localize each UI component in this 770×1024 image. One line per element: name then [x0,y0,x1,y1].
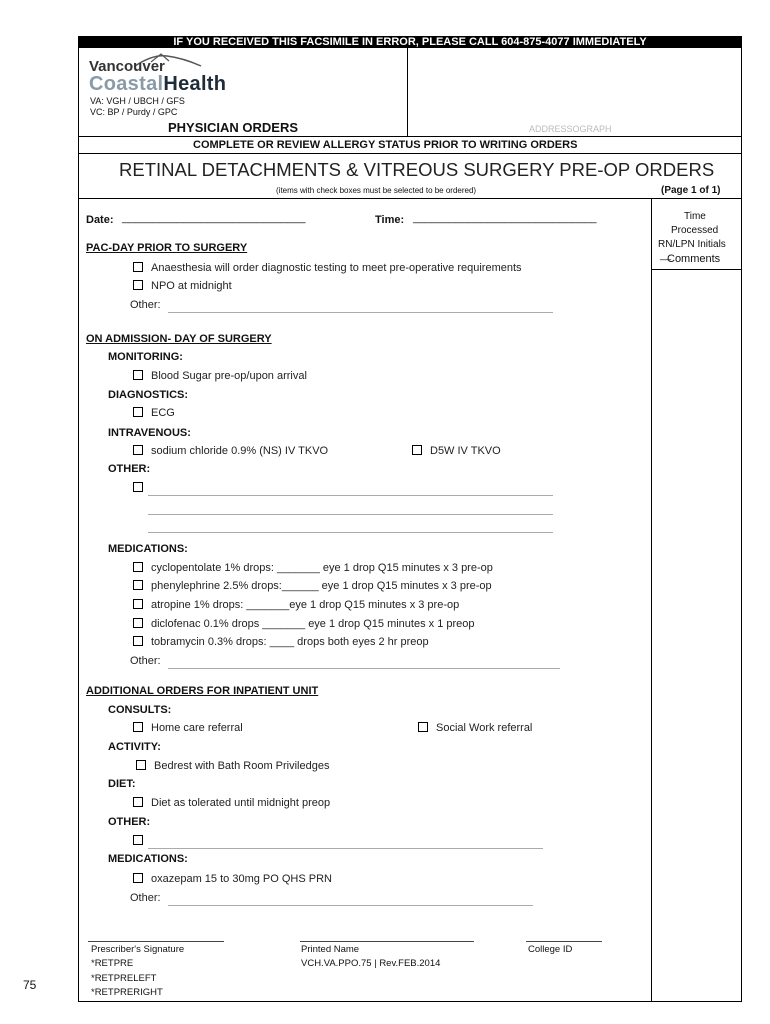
sites-va: VA: VGH / UBCH / GFS [90,96,185,106]
checkbox[interactable] [133,873,143,883]
checkbox[interactable] [133,407,143,417]
med-blank[interactable]: _______ [246,599,290,611]
inpatient-other-heading: OTHER: [108,816,151,828]
checkbox[interactable] [412,445,422,455]
sites-vc: VC: BP / Purdy / GPC [90,107,178,117]
fax-warning-banner: IF YOU RECEIVED THIS FACSIMILE IN ERROR, PLEASE CALL 604-875-4077 IMMEDIATELY [78,36,742,48]
med-rest: eye 1 drop Q15 minutes x 1 preop [308,618,475,630]
page-number: 75 [23,978,37,992]
med-item[interactable] [133,562,493,574]
monitoring-item[interactable] [133,370,307,382]
pac-item-anaesthesia[interactable] [133,262,522,274]
monitoring-label: Blood Sugar pre-op/upon arrival [151,370,307,382]
medications-heading: MEDICATIONS: [108,543,188,555]
logo-coastal: Coastal [89,73,164,95]
signature-label: Prescriber's Signature [91,944,185,955]
logo-health: Health [163,73,227,95]
side-dash: __ [660,250,672,261]
med-other-line[interactable] [168,668,560,669]
order-code: *RETPRE [91,958,134,969]
checkbox[interactable] [133,280,143,290]
med-rest: eye 1 drop Q15 minutes x 3 pre-op [322,562,493,574]
checkbox-note: (items with check boxes must be selected to be ordered) [276,186,477,195]
activity-item[interactable] [136,760,329,772]
med-name: phenylephrine 2.5% drops: [151,580,282,592]
med-blank[interactable]: _______ [262,618,306,630]
med-blank[interactable]: _______ [276,562,320,574]
page-indicator: (Page 1 of 1) [661,185,721,196]
inpatient-other-item[interactable] [133,835,151,847]
printed-name-label: Printed Name [301,944,360,955]
signature-line[interactable] [88,941,224,942]
admission-other-line-1[interactable] [148,495,553,496]
pac-other-line[interactable] [168,312,553,313]
checkbox[interactable] [133,262,143,272]
med-blank[interactable]: ______ [281,580,319,592]
checkbox[interactable] [133,835,143,845]
activity-label: Bedrest with Bath Room Priviledges [154,760,330,772]
med-rest: drops both eyes 2 hr preop [297,636,429,648]
monitoring-heading: MONITORING: [108,351,183,363]
logo-line2 [89,73,226,96]
form-title: RETINAL DETACHMENTS & VITREOUS SURGERY PRE-OP ORDERS [119,159,715,180]
pac-heading: PAC-DAY PRIOR TO SURGERY [86,242,248,254]
med-item[interactable] [133,636,429,648]
checkbox[interactable] [133,370,143,380]
inpatient-med-item[interactable] [133,873,332,885]
consult-social-work[interactable] [418,722,532,734]
checkbox[interactable] [133,482,143,492]
med-name: atropine 1% drops: [151,599,244,611]
checkbox[interactable] [133,445,143,455]
iv-ns-label: sodium chloride 0.9% (NS) IV TKVO [151,445,329,457]
med-item[interactable] [133,599,459,611]
med-rest: eye 1 drop Q15 minutes x 3 pre-op [289,599,460,611]
pac-item-label: Anaesthesia will order diagnostic testing to meet pre-operative requirements [151,262,522,274]
diagnostics-item[interactable] [133,407,175,419]
checkbox[interactable] [133,636,143,646]
side-time: Time [684,211,706,222]
checkbox[interactable] [133,797,143,807]
checkbox[interactable] [133,599,143,609]
admission-heading: ON ADMISSION- DAY OF SURGERY [86,333,272,345]
consult-home-care[interactable] [133,722,243,734]
pac-other-label: Other: [130,299,161,311]
diagnostics-label: ECG [151,407,175,419]
side-header-rule [651,269,742,270]
form-number: VCH.VA.PPO.75 | Rev.FEB.2014 [301,958,441,969]
diagnostics-heading: DIAGNOSTICS: [108,389,189,401]
pac-item-npo[interactable] [133,280,232,292]
med-item[interactable] [133,580,492,592]
header-divider [407,48,408,136]
med-rest: eye 1 drop Q15 minutes x 3 pre-op [321,580,492,592]
diet-heading: DIET: [108,778,136,790]
diet-item[interactable] [133,797,330,809]
inpatient-med-other-label: Other: [130,892,161,904]
med-name: tobramycin 0.3% drops: [151,636,267,648]
time-label: Time: [375,214,405,226]
iv-item-ns[interactable] [133,445,328,457]
side-processed: Processed [671,225,719,236]
inpatient-med-other-line[interactable] [168,905,533,906]
consult-label: Home care referral [151,722,243,734]
admission-other-line-3[interactable] [148,532,553,533]
title-rule [78,198,742,199]
med-name: diclofenac 0.1% drops [151,618,260,630]
allergy-rule [78,153,742,154]
time-field[interactable]: ______________________________ [413,212,597,224]
intravenous-heading: INTRAVENOUS: [108,427,191,439]
inpatient-medications-heading: MEDICATIONS: [108,853,188,865]
inpatient-med-label: oxazepam 15 to 30mg PO QHS PRN [151,873,332,885]
med-item[interactable] [133,618,475,630]
checkbox[interactable] [136,760,146,770]
allergy-notice: COMPLETE OR REVIEW ALLERGY STATUS PRIOR TO WRITING ORDERS [193,139,578,151]
admission-other-line-2[interactable] [148,514,553,515]
pac-item-label: NPO at midnight [151,280,232,292]
side-comments: Comments [667,253,721,265]
admission-other-item[interactable] [133,482,151,494]
college-id-line[interactable] [526,941,602,942]
med-other-label: Other: [130,655,161,667]
med-blank[interactable]: ____ [269,636,295,648]
order-code: *RETPRELEFT [91,973,157,984]
med-name: cyclopentolate 1% drops: [151,562,274,574]
consults-heading: CONSULTS: [108,704,172,716]
inpatient-other-line[interactable] [148,848,543,849]
checkbox[interactable] [133,580,143,590]
header-bottom-rule [78,136,742,137]
inpatient-heading: ADDITIONAL ORDERS FOR INPATIENT UNIT [86,685,319,697]
admission-other-heading: OTHER: [108,463,151,475]
side-initials: RN/LPN Initials [658,239,726,250]
checkbox[interactable] [133,618,143,628]
order-code: *RETPRERIGHT [91,987,163,998]
iv-d5w-label: D5W IV TKVO [430,445,501,457]
side-column-divider [651,198,652,1002]
activity-heading: ACTIVITY: [108,741,161,753]
logo-line1: Vancouver [89,58,165,75]
addressograph-label: ADDRESSOGRAPH [529,124,612,134]
college-id-label: College ID [528,944,573,955]
checkbox[interactable] [133,562,143,572]
consult-label: Social Work referral [436,722,533,734]
date-field[interactable]: ______________________________ [122,212,306,224]
iv-item-d5w[interactable] [412,445,501,457]
diet-label: Diet as tolerated until midnight preop [151,797,331,809]
form-type: PHYSICIAN ORDERS [168,120,299,135]
checkbox[interactable] [133,722,143,732]
printed-name-line[interactable] [300,941,474,942]
date-label: Date: [86,214,114,226]
checkbox[interactable] [418,722,428,732]
